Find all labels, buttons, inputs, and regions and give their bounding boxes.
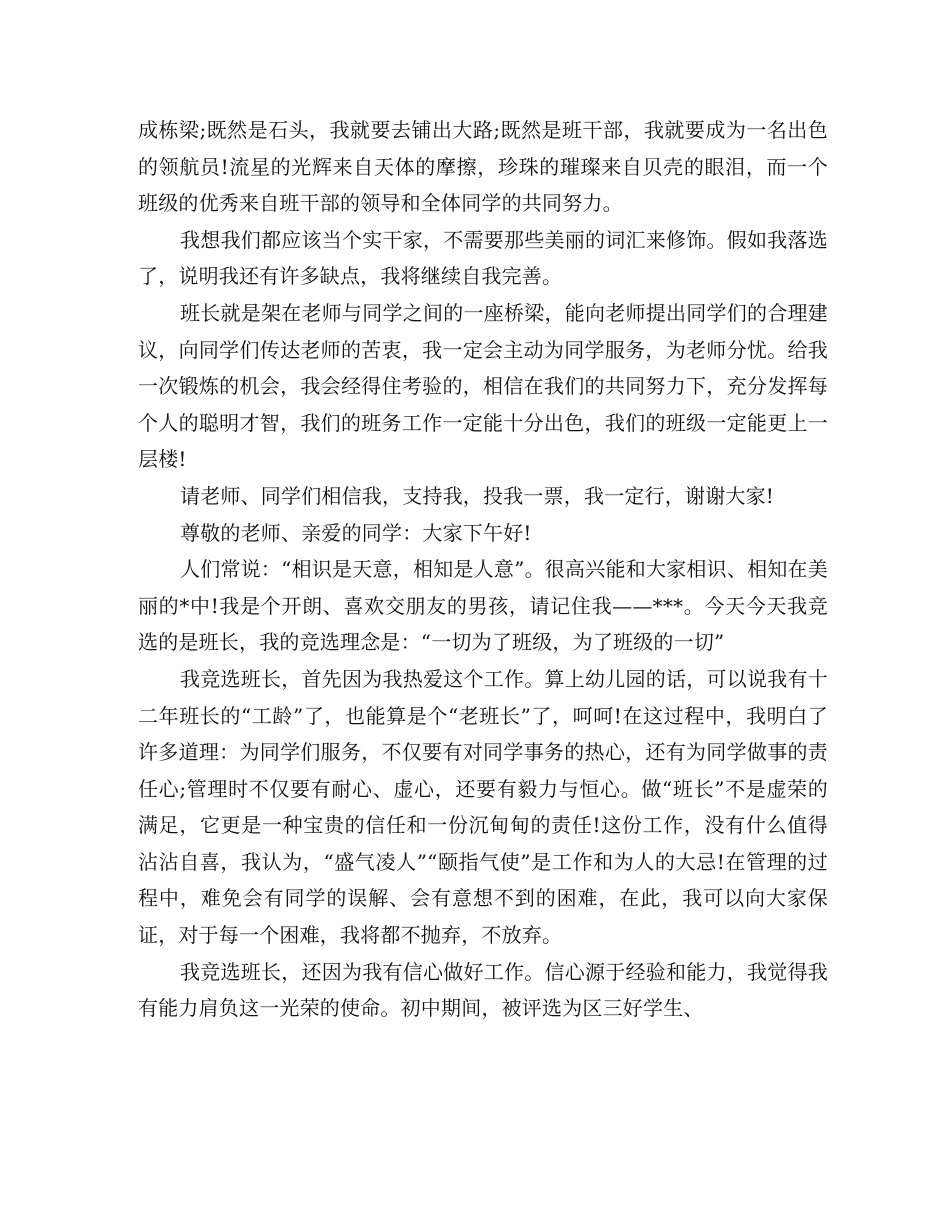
- paragraph-4: 请老师、同学们相信我，支持我，投我一票，我一定行，谢谢大家!: [180, 483, 775, 508]
- paragraph-1: 成栋梁;既然是石头，我就要去铺出大路;既然是班干部，我就要成为一名出色的领航员!流星的光辉来自天体的摩擦，珍珠的璀璨来自贝壳的眼泪，而一个班级的优秀来自班干部的领导和全体同学的共同努力。: [138, 118, 828, 216]
- paragraph-5: 尊敬的老师、亲爱的同学：大家下午好!: [180, 520, 532, 545]
- document-body: [138, 112, 828, 1027]
- paragraph-8: 我竞选班长，还因为我有信心做好工作。信心源于经验和能力，我觉得我有能力肩负这一光荣的使命。初中期间，被评选为区三好学生、: [138, 959, 828, 1021]
- paragraph-7: 我竞选班长，首先因为我热爱这个工作。算上幼儿园的话，可以说我有十二年班长的“工龄”了，也能算是个“老班长”了，呵呵!在这过程中，我明白了许多道理：为同学们服务，不仅要有对同学事务的热心，还有为同学做事的责任心;管理时不仅要有耐心、虚心，还要有毅力与恒心。做“班长”不是虚荣的满足，它更是一种宝贵的信任和一份沉甸甸的责任!这份工作，没有什么值得沾沾自喜，我认为，“盛气凌人”“颐指气使”是工作和为人的大忌!在管理的过程中，难免会有同学的误解、会有意想不到的困难，在此，我可以向大家保证，对于每一个困难，我将都不抛弃，不放弃。: [138, 666, 828, 948]
- paragraph-6: 人们常说：“相识是天意，相知是人意”。很高兴能和大家相识、相知在美丽的*中!我是个开朗、喜欢交朋友的男孩，请记住我——***。今天今天我竞选的是班长，我的竞选理念是：“一切为了班级，为了班级的一切”: [138, 557, 828, 655]
- paragraph-2: 我想我们都应该当个实干家，不需要那些美丽的词汇来修饰。假如我落选了，说明我还有许多缺点，我将继续自我完善。: [138, 227, 828, 289]
- paragraph-3: 班长就是架在老师与同学之间的一座桥梁，能向老师提出同学们的合理建议，向同学们传达老师的苦衷，我一定会主动为同学服务，为老师分忧。给我一次锻炼的机会，我会经得住考验的，相信在我们的共同努力下，充分发挥每个人的聪明才智，我们的班务工作一定能十分出色，我们的班级一定能更上一层楼!: [138, 300, 828, 472]
